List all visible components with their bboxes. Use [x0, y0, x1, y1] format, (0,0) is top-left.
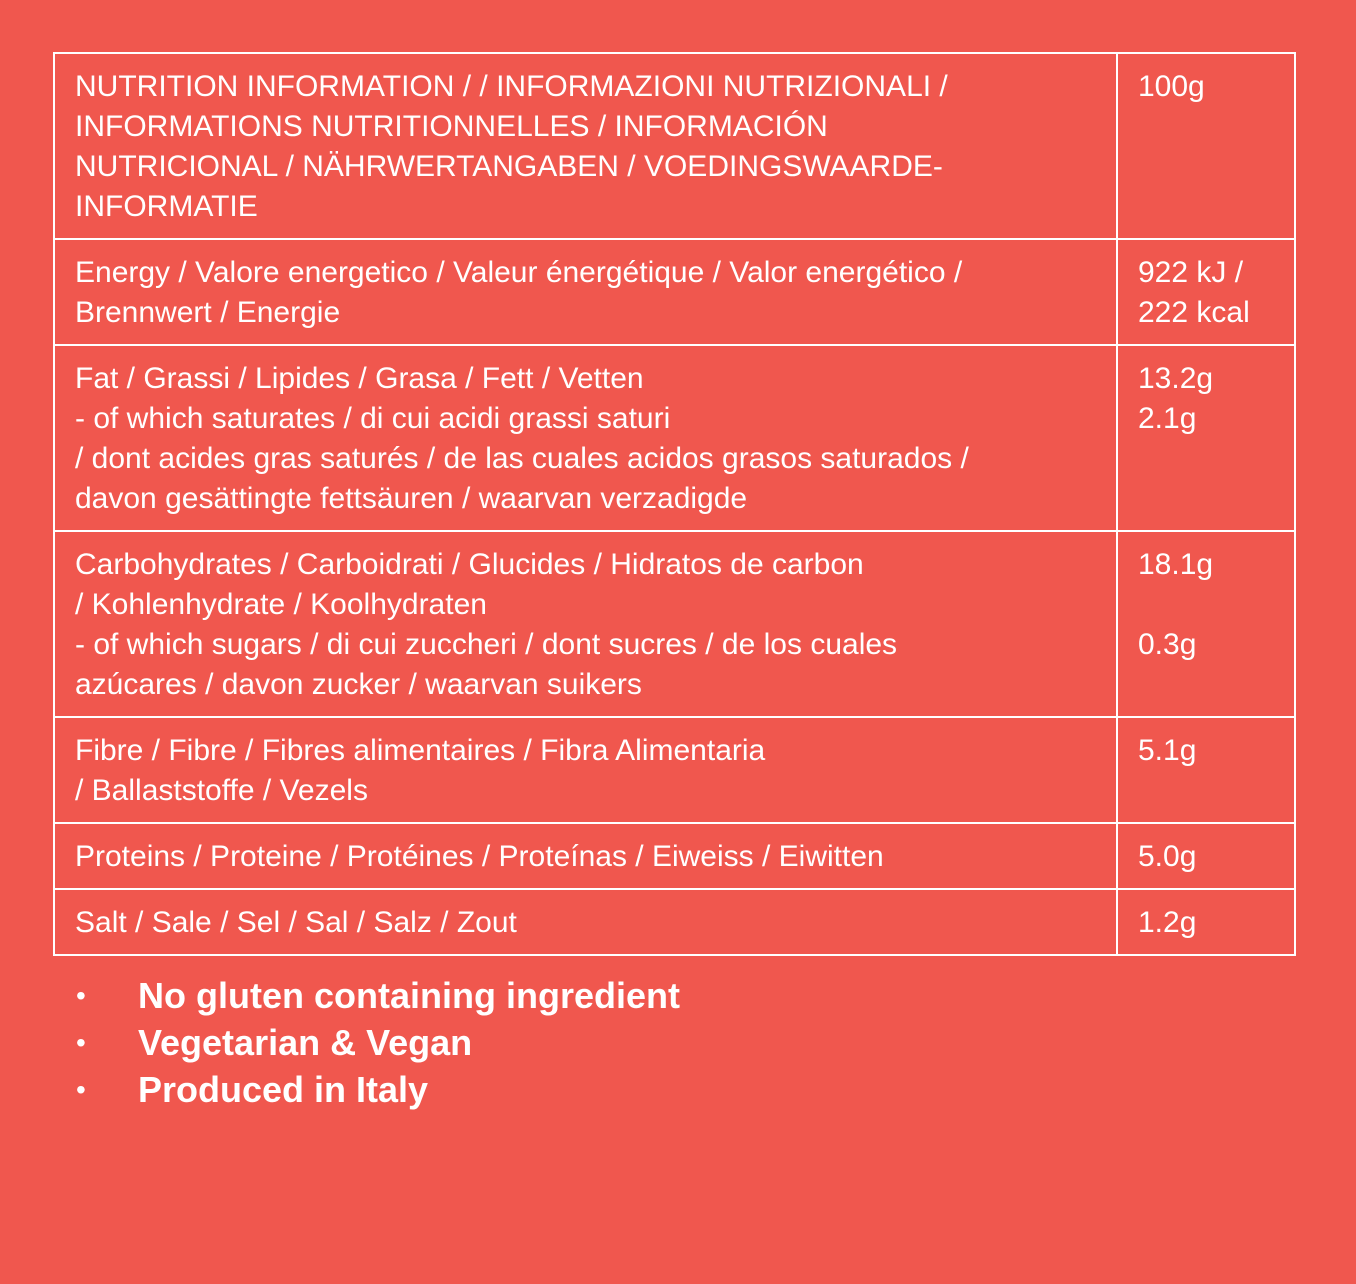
bullet-marker: •	[76, 980, 86, 1011]
energy-value: 922 kJ / 222 kcal	[1117, 239, 1295, 345]
table-row-carbohydrates	[54, 531, 1295, 717]
energy-label: Energy / Valore energetico / Valeur énergétique / Valor energético / Brennwert / Energie	[54, 239, 1117, 345]
fibre-label: Fibre / Fibre / Fibres alimentaires / Fibra Alimentaria / Ballaststoffe / Vezels	[54, 717, 1117, 823]
list-item	[76, 1066, 680, 1113]
feature-list	[76, 972, 680, 1113]
proteins-value: 5.0g	[1117, 823, 1295, 889]
fibre-value: 5.1g	[1117, 717, 1295, 823]
proteins-label: Proteins / Proteine / Protéines / Proteínas / Eiweiss / Eiwitten	[54, 823, 1117, 889]
carbohydrates-value: 18.1g 0.3g	[1117, 531, 1295, 717]
feature-gluten-free: No gluten containing ingredient	[138, 975, 680, 1016]
list-item	[76, 972, 680, 1019]
bullet-marker: •	[76, 1027, 86, 1058]
table-row-header	[54, 53, 1295, 239]
fat-label: Fat / Grassi / Lipides / Grasa / Fett / Vetten - of which saturates / di cui acidi grassi saturi / dont acides gras saturés / de las cuales acidos grasos saturados / davon gesättingte fettsäuren / waarvan verzadigde	[54, 345, 1117, 531]
table-row-fibre	[54, 717, 1295, 823]
nutrition-table	[53, 52, 1296, 956]
nutrition-header-value: 100g	[1117, 53, 1295, 239]
carbohydrates-label: Carbohydrates / Carboidrati / Glucides / Hidratos de carbon / Kohlenhydrate / Koolhydraten - of which sugars / di cui zuccheri / dont sucres / de los cuales azúcares / davon zucker / waarvan suikers	[54, 531, 1117, 717]
feature-vegan: Vegetarian & Vegan	[138, 1022, 473, 1063]
salt-label: Salt / Sale / Sel / Sal / Salz / Zout	[54, 889, 1117, 955]
fat-value: 13.2g 2.1g	[1117, 345, 1295, 531]
table-row-fat	[54, 345, 1295, 531]
salt-value: 1.2g	[1117, 889, 1295, 955]
table-row-energy	[54, 239, 1295, 345]
bullet-marker: •	[76, 1074, 86, 1105]
table-row-proteins	[54, 823, 1295, 889]
list-item	[76, 1019, 680, 1066]
nutrition-header-label: NUTRITION INFORMATION / / INFORMAZIONI NUTRIZIONALI / INFORMATIONS NUTRITIONNELLES / INFORMACIÓN NUTRICIONAL / NÄHRWERTANGABEN / VOEDINGSWAARDE- INFORMATIE	[54, 53, 1117, 239]
feature-origin: Produced in Italy	[138, 1069, 429, 1110]
table-row-salt	[54, 889, 1295, 955]
